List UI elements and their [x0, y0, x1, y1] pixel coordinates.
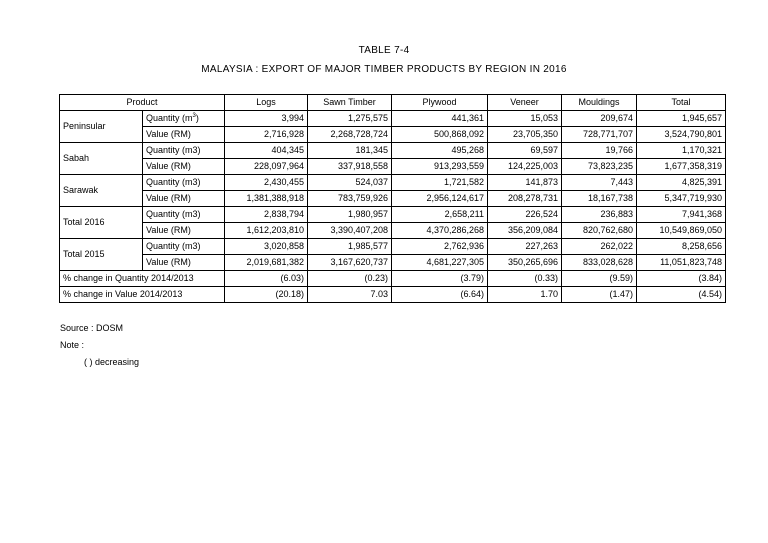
table-cell: 23,705,350: [488, 127, 562, 143]
table-cell: 19,766: [562, 143, 637, 159]
table-cell: (6.64): [392, 287, 488, 303]
header-mouldings: Mouldings: [562, 95, 637, 111]
table-cell: 356,209,084: [488, 223, 562, 239]
region-label: Total 2015: [60, 239, 143, 271]
quantity-label: Quantity (m3): [143, 175, 225, 191]
table-cell: 1,612,203,810: [225, 223, 308, 239]
table-cell: 1,945,657: [637, 111, 726, 127]
table-cell: 2,658,211: [392, 207, 488, 223]
region-label: Total 2016: [60, 207, 143, 239]
table-cell: 15,053: [488, 111, 562, 127]
pct-change-value-label: % change in Value 2014/2013: [60, 287, 225, 303]
table-cell: (6.03): [225, 271, 308, 287]
pct-change-quantity-row: [60, 271, 726, 287]
table-cell: (3.84): [637, 271, 726, 287]
table-cell: 728,771,707: [562, 127, 637, 143]
table-cell: 2,956,124,617: [392, 191, 488, 207]
table-cell: 3,524,790,801: [637, 127, 726, 143]
table-cell: 124,225,003: [488, 159, 562, 175]
timber-export-table: [59, 94, 726, 303]
table-cell: 337,918,558: [308, 159, 392, 175]
quantity-label: Quantity $(m^3)$: [143, 111, 225, 127]
quantity-label: Quantity (m3): [143, 207, 225, 223]
table-cell: (1.47): [562, 287, 637, 303]
table-title: MALAYSIA : EXPORT OF MAJOR TIMBER PRODUCTS BY REGION IN 2016: [201, 64, 567, 75]
region-label: Sabah: [60, 143, 143, 175]
quantity-label: Quantity (m3): [143, 239, 225, 255]
source-note: Source : DOSM: [60, 323, 124, 333]
table-cell: 820,762,680: [562, 223, 637, 239]
table-cell: 4,370,286,268: [392, 223, 488, 239]
table-cell: (3.79): [392, 271, 488, 287]
table-cell: 1,985,577: [308, 239, 392, 255]
value-label: Value (RM): [143, 191, 225, 207]
table-row: [60, 111, 726, 127]
table-cell: 783,759,926: [308, 191, 392, 207]
table-cell: 833,028,628: [562, 255, 637, 271]
table-cell: 3,020,858: [225, 239, 308, 255]
table-cell: 2,838,794: [225, 207, 308, 223]
table-cell: (20.18): [225, 287, 308, 303]
table-cell: 10,549,869,050: [637, 223, 726, 239]
table-cell: (4.54): [637, 287, 726, 303]
header-sawn-timber: Sawn Timber: [308, 95, 392, 111]
table-row: [60, 159, 726, 175]
table-cell: 1,721,582: [392, 175, 488, 191]
value-label: Value (RM): [143, 159, 225, 175]
table-cell: 913,293,559: [392, 159, 488, 175]
table-cell: 500,868,092: [392, 127, 488, 143]
table-cell: 2,762,936: [392, 239, 488, 255]
value-label: Value (RM): [143, 223, 225, 239]
table-cell: 4,825,391: [637, 175, 726, 191]
table-cell: (9.59): [562, 271, 637, 287]
table-cell: 2,716,928: [225, 127, 308, 143]
table-cell: 141,873: [488, 175, 562, 191]
region-label: Peninsular: [60, 111, 143, 143]
table-cell: 69,597: [488, 143, 562, 159]
value-label: Value (RM): [143, 127, 225, 143]
table-cell: 227,263: [488, 239, 562, 255]
table-cell: 4,681,227,305: [392, 255, 488, 271]
table-cell: 3,994: [225, 111, 308, 127]
table-cell: 7,443: [562, 175, 637, 191]
table-row: [60, 207, 726, 223]
table-cell: 209,674: [562, 111, 637, 127]
pct-change-quantity-label: % change in Quantity 2014/2013: [60, 271, 225, 287]
region-label: Sarawak: [60, 175, 143, 207]
header-product: Product: [60, 95, 225, 111]
table-cell: 2,430,455: [225, 175, 308, 191]
footnotes: [60, 320, 139, 371]
table-cell: 18,167,738: [562, 191, 637, 207]
table-cell: 7,941,368: [637, 207, 726, 223]
table-number: TABLE 7-4: [358, 45, 410, 56]
table-cell: 11,051,823,748: [637, 255, 726, 271]
table-cell: 1.70: [488, 287, 562, 303]
header-plywood: Plywood: [392, 95, 488, 111]
header-veneer: Veneer: [488, 95, 562, 111]
table-row: [60, 191, 726, 207]
table-cell: 1,170,321: [637, 143, 726, 159]
table-cell: 524,037: [308, 175, 392, 191]
table-cell: 350,265,696: [488, 255, 562, 271]
table-cell: 262,022: [562, 239, 637, 255]
table-cell: 7.03: [308, 287, 392, 303]
table-cell: 5,347,719,930: [637, 191, 726, 207]
table-cell: (0.23): [308, 271, 392, 287]
table-cell: 1,275,575: [308, 111, 392, 127]
pct-change-value-row: [60, 287, 726, 303]
table-row: [60, 143, 726, 159]
table-row: [60, 255, 726, 271]
table-cell: 236,883: [562, 207, 637, 223]
table-cell: 3,390,407,208: [308, 223, 392, 239]
table-cell: 1,677,358,319: [637, 159, 726, 175]
table-cell: 73,823,235: [562, 159, 637, 175]
table-row: [60, 175, 726, 191]
table-cell: 2,268,728,724: [308, 127, 392, 143]
table-row: [60, 127, 726, 143]
table-cell: 1,980,957: [308, 207, 392, 223]
table-cell: 228,097,964: [225, 159, 308, 175]
table-cell: 208,278,731: [488, 191, 562, 207]
note-heading: Note :: [60, 340, 85, 350]
header-logs: Logs: [225, 95, 308, 111]
table-cell: (0.33): [488, 271, 562, 287]
table-cell: 404,345: [225, 143, 308, 159]
header-total: Total: [637, 95, 726, 111]
table-cell: 226,524: [488, 207, 562, 223]
table-row: [60, 239, 726, 255]
table-cell: 2,019,681,382: [225, 255, 308, 271]
table-row: [60, 223, 726, 239]
table-cell: 3,167,620,737: [308, 255, 392, 271]
table-cell: 8,258,656: [637, 239, 726, 255]
decreasing-legend: ( ) decreasing: [84, 357, 140, 367]
header-row: [60, 95, 726, 111]
table-cell: 181,345: [308, 143, 392, 159]
quantity-label: Quantity (m3): [143, 143, 225, 159]
value-label: Value (RM): [143, 255, 225, 271]
table-cell: 495,268: [392, 143, 488, 159]
table-cell: 441,361: [392, 111, 488, 127]
table-cell: 1,381,388,918: [225, 191, 308, 207]
